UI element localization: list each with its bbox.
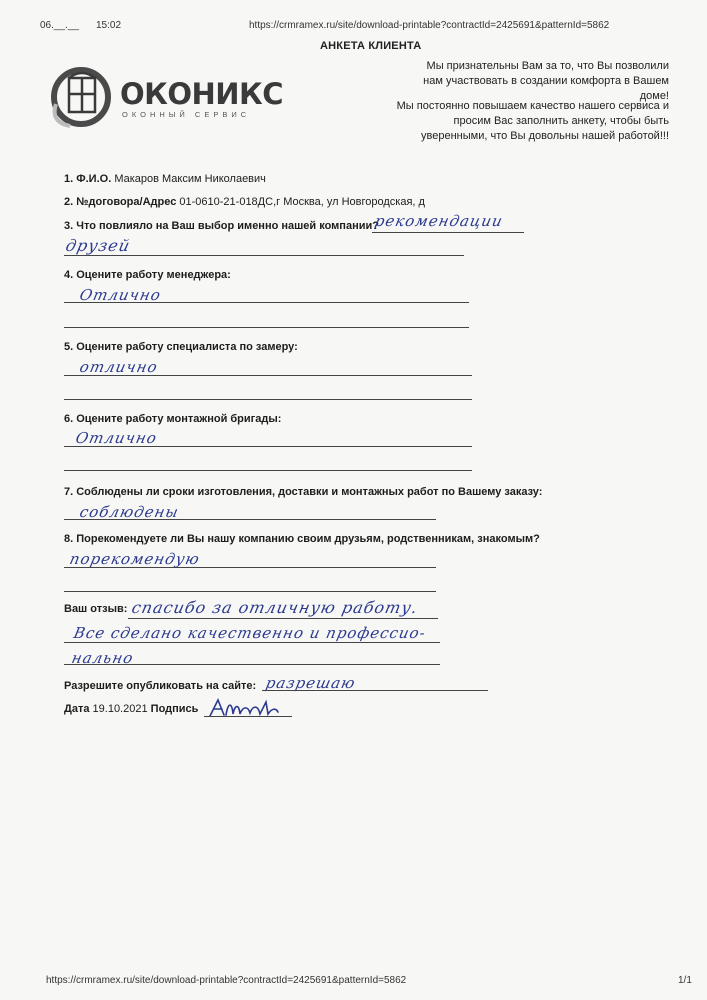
q3-answer-2: друзей (63, 236, 133, 255)
q8-label: 8. Порекомендуете ли Вы нашу компанию своим друзьям, родственникам, знакомым? (64, 533, 540, 545)
q5-answer: отлично (78, 358, 160, 376)
date-signature-row (64, 703, 198, 715)
q6-line-2 (64, 470, 472, 471)
q7-line (64, 519, 436, 520)
fio-label: 1. Ф.И.О. (64, 173, 112, 185)
review-line-1: спасибо за отличную работу. (129, 598, 420, 617)
signature-line (204, 716, 292, 717)
q5-line-2 (64, 399, 472, 400)
q8-line-2 (64, 591, 436, 592)
q4-label: 4. Оцените работу менеджера: (64, 269, 231, 281)
publish-answer: разрешаю (264, 674, 358, 692)
publish-label: Разрешите опубликовать на сайте: (64, 680, 257, 692)
review-label: Ваш отзыв: (64, 603, 128, 615)
q3-line-2 (64, 255, 464, 256)
review-line-2: Все сделано качественно и профессио- (72, 624, 428, 642)
q5-line-1 (64, 375, 472, 376)
page-number: 1/1 (678, 975, 692, 986)
q6-answer: Отлично (74, 429, 159, 447)
q3-answer-1: рекомендации (373, 212, 505, 230)
print-time: 15:02 (96, 20, 122, 31)
print-url: https://crmramex.ru/site/download-printable?contractId=2425691&patternId=5862 (249, 20, 610, 31)
print-date: 06.__.__ (40, 20, 79, 31)
q6-label: 6. Оцените работу монтажной бригады: (64, 413, 282, 425)
intro-text-2: Мы постоянно повышаем качество нашего сервиса и просим Вас заполнить анкету, чтобы быть уверенными, что Вы довольны нашей работой!!! (396, 100, 669, 142)
contract-value: 01-0610-21-018ДС,г Москва, ул Новгородская, д (179, 196, 425, 208)
intro-text-1: Мы признательны Вам за то, что Вы позволили нам участвовать в создании комфорта в Вашем доме! (423, 60, 669, 102)
date-value: 19.10.2021 (92, 703, 148, 715)
q4-line-1 (64, 302, 469, 303)
contract-field (64, 196, 425, 208)
form-title: АНКЕТА КЛИЕНТА (320, 40, 422, 52)
q4-line-2 (64, 327, 469, 328)
q3-label: 3. Что повлияло на Ваш выбор именно нашей компании? (64, 220, 379, 232)
logo-tagline: ОКОННЫЙ СЕРВИС (122, 110, 251, 119)
logo-name: ОКОНИКС (120, 77, 284, 111)
date-label: Дата (64, 703, 90, 715)
contract-label: 2. №договора/Адрес (64, 196, 177, 208)
publish-line (262, 690, 488, 691)
q7-answer: соблюдены (78, 503, 181, 521)
fio-value: Макаров Максим Николаевич (114, 173, 266, 185)
q6-line-1 (64, 446, 472, 447)
q3-line-1 (372, 232, 524, 233)
q8-line-1 (64, 567, 436, 568)
q7-label: 7. Соблюдены ли сроки изготовления, доставки и монтажных работ по Вашему заказу: (64, 486, 543, 498)
review-underline-2 (64, 642, 440, 643)
company-logo (44, 64, 284, 134)
q5-label: 5. Оцените работу специалиста по замеру: (64, 341, 298, 353)
fio-field (64, 173, 266, 185)
review-line-3: нально (70, 649, 136, 667)
footer-url: https://crmramex.ru/site/download-printable?contractId=2425691&patternId=5862 (46, 975, 407, 986)
review-underline-3 (64, 664, 440, 665)
review-underline-1 (128, 618, 438, 619)
signature-label: Подпись (150, 703, 199, 715)
window-logo-icon (48, 64, 114, 130)
q8-answer: порекомендую (68, 550, 202, 568)
q4-answer: Отлично (78, 286, 163, 304)
